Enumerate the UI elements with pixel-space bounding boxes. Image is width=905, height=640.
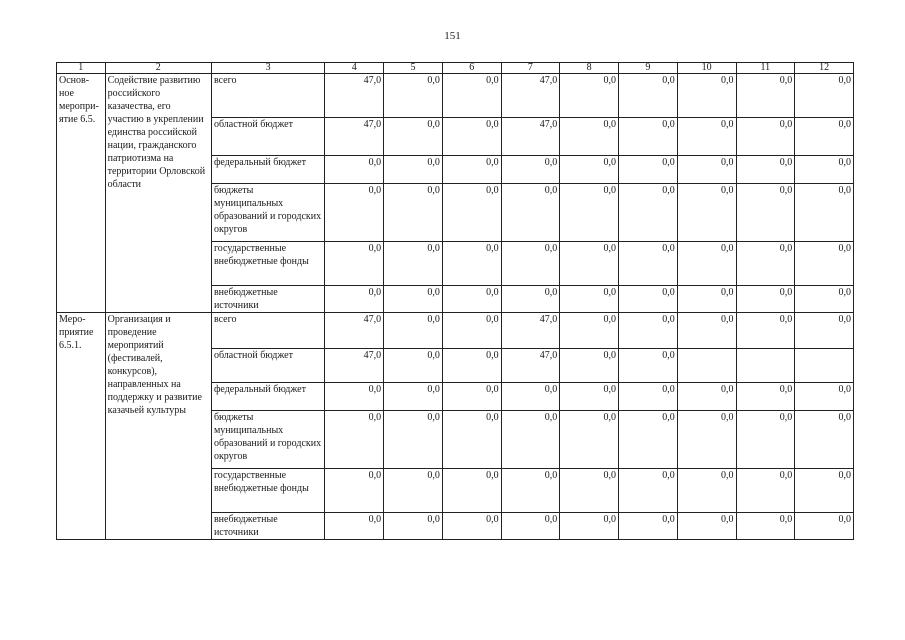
value-cell: 0,0 [677,118,736,156]
header-cell: 7 [501,63,560,74]
value-cell: 0,0 [442,383,501,411]
value-cell: 0,0 [560,313,619,349]
value-cell: 0,0 [795,184,854,242]
value-cell: 47,0 [325,313,384,349]
funding-source: всего [211,313,324,349]
value-cell: 0,0 [325,383,384,411]
value-cell: 0,0 [736,383,795,411]
value-cell: 0,0 [795,383,854,411]
value-cell: 0,0 [501,469,560,513]
funding-source: областной бюджет [211,118,324,156]
value-cell: 0,0 [677,313,736,349]
value-cell: 0,0 [325,411,384,469]
header-cell: 4 [325,63,384,74]
value-cell: 0,0 [442,469,501,513]
value-cell: 0,0 [795,118,854,156]
value-cell: 0,0 [736,242,795,286]
value-cell: 0,0 [442,184,501,242]
value-cell: 0,0 [795,469,854,513]
value-cell: 47,0 [325,349,384,383]
value-cell: 0,0 [795,411,854,469]
value-cell: 0,0 [677,184,736,242]
value-cell: 0,0 [560,383,619,411]
funding-source: государственные внебюджетные фонды [211,242,324,286]
value-cell: 0,0 [325,242,384,286]
funding-source: всего [211,74,324,118]
header-cell: 10 [677,63,736,74]
value-cell: 0,0 [442,513,501,540]
value-cell: 0,0 [442,156,501,184]
funding-source: бюджеты муниципальных образований и городских округов [211,411,324,469]
value-cell: 0,0 [736,156,795,184]
value-cell: 0,0 [677,286,736,313]
value-cell: 0,0 [442,349,501,383]
header-cell: 3 [211,63,324,74]
value-cell: 0,0 [677,513,736,540]
funding-source: внебюджетные источники [211,513,324,540]
value-cell: 0,0 [442,74,501,118]
funding-source: федеральный бюджет [211,383,324,411]
value-cell: 0,0 [619,74,678,118]
value-cell: 0,0 [560,411,619,469]
value-cell: 0,0 [619,286,678,313]
header-row [57,63,854,74]
value-cell: 0,0 [325,184,384,242]
value-cell: 0,0 [677,469,736,513]
value-cell: 0,0 [619,349,678,383]
header-cell: 11 [736,63,795,74]
header-cell: 5 [384,63,443,74]
value-cell: 0,0 [736,313,795,349]
value-cell: 0,0 [384,469,443,513]
value-cell: 0,0 [501,513,560,540]
value-cell: 0,0 [619,469,678,513]
value-cell: 0,0 [325,469,384,513]
value-cell: 0,0 [560,513,619,540]
value-cell: 47,0 [325,118,384,156]
value-cell: 0,0 [619,118,678,156]
value-cell: 0,0 [384,184,443,242]
value-cell: 0,0 [384,156,443,184]
funding-source: федеральный бюджет [211,156,324,184]
value-cell: 0,0 [736,118,795,156]
value-cell: 0,0 [795,286,854,313]
value-cell: 0,0 [384,242,443,286]
value-cell: 0,0 [442,118,501,156]
budget-table [56,62,854,540]
value-cell: 0,0 [736,411,795,469]
value-cell [736,349,795,383]
value-cell [677,349,736,383]
value-cell: 0,0 [795,513,854,540]
value-cell: 0,0 [384,411,443,469]
value-cell: 0,0 [501,286,560,313]
value-cell: 0,0 [442,242,501,286]
value-cell: 0,0 [384,513,443,540]
value-cell: 0,0 [501,184,560,242]
value-cell: 0,0 [501,242,560,286]
page-number: 151 [444,30,461,42]
header-cell: 6 [442,63,501,74]
funding-source: внебюджетные источники [211,286,324,313]
header-cell: 8 [560,63,619,74]
funding-source: бюджеты муниципальных образований и городских округов [211,184,324,242]
value-cell: 0,0 [560,118,619,156]
activity-title: Организация и проведение мероприятий (фестивалей, конкурсов), направленных на поддержку и развитие казачьей культуры [105,313,211,540]
value-cell: 0,0 [619,156,678,184]
value-cell: 0,0 [384,349,443,383]
value-cell: 0,0 [325,156,384,184]
value-cell: 47,0 [501,349,560,383]
value-cell: 0,0 [442,411,501,469]
table-row [57,313,854,349]
value-cell: 0,0 [736,513,795,540]
value-cell: 0,0 [501,156,560,184]
value-cell: 0,0 [795,156,854,184]
value-cell: 0,0 [795,242,854,286]
value-cell: 0,0 [736,184,795,242]
value-cell: 0,0 [442,313,501,349]
header-cell: 2 [105,63,211,74]
value-cell: 0,0 [619,383,678,411]
header-cell: 9 [619,63,678,74]
funding-source: областной бюджет [211,349,324,383]
value-cell: 0,0 [736,469,795,513]
value-cell: 0,0 [677,411,736,469]
value-cell: 0,0 [736,74,795,118]
value-cell: 0,0 [677,74,736,118]
header-cell: 12 [795,63,854,74]
value-cell: 47,0 [501,313,560,349]
value-cell: 47,0 [501,118,560,156]
value-cell: 0,0 [560,286,619,313]
funding-source: государственные внебюджетные фонды [211,469,324,513]
value-cell: 0,0 [619,411,678,469]
value-cell: 47,0 [501,74,560,118]
value-cell: 0,0 [384,286,443,313]
value-cell [795,349,854,383]
value-cell: 0,0 [619,313,678,349]
value-cell: 0,0 [795,74,854,118]
table-row [57,74,854,118]
value-cell: 0,0 [560,156,619,184]
value-cell: 0,0 [442,286,501,313]
value-cell: 47,0 [325,74,384,118]
value-cell: 0,0 [619,513,678,540]
value-cell: 0,0 [560,242,619,286]
value-cell: 0,0 [501,383,560,411]
activity-title: Содействие развитию российского казачества, его участию в укреплении единства российской нации, гражданского патриотизма на территории Орловской области [105,74,211,313]
value-cell: 0,0 [677,242,736,286]
value-cell: 0,0 [560,184,619,242]
value-cell: 0,0 [677,156,736,184]
header-cell: 1 [57,63,106,74]
value-cell: 0,0 [619,184,678,242]
value-cell: 0,0 [501,411,560,469]
value-cell: 0,0 [795,313,854,349]
value-cell: 0,0 [560,469,619,513]
activity-code: Меро-приятие 6.5.1. [57,313,106,540]
value-cell: 0,0 [384,313,443,349]
value-cell: 0,0 [384,383,443,411]
value-cell: 0,0 [560,74,619,118]
value-cell: 0,0 [560,349,619,383]
value-cell: 0,0 [736,286,795,313]
value-cell: 0,0 [384,118,443,156]
value-cell: 0,0 [325,513,384,540]
activity-code: Основ-ное меропри-ятие 6.5. [57,74,106,313]
value-cell: 0,0 [619,242,678,286]
value-cell: 0,0 [325,286,384,313]
value-cell: 0,0 [384,74,443,118]
value-cell: 0,0 [677,383,736,411]
